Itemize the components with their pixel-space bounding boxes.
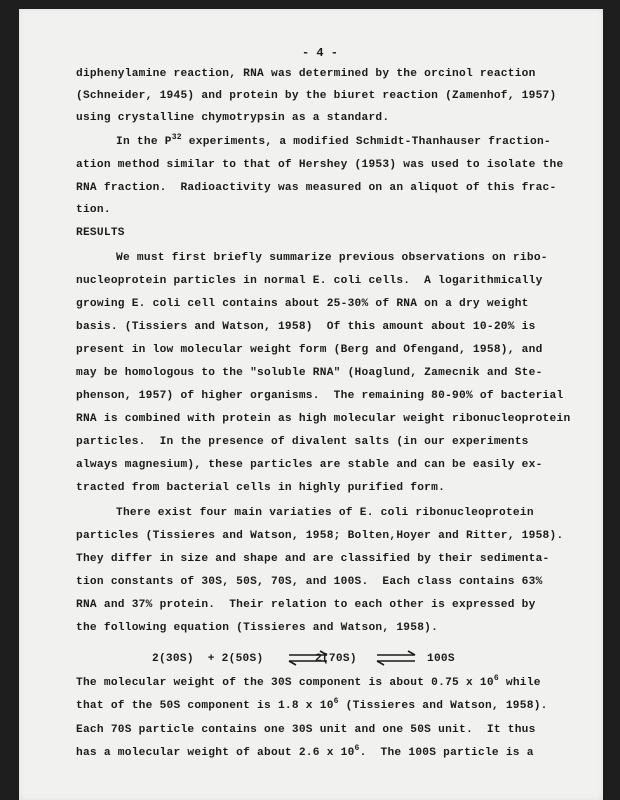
equilibrium-arrow-icon <box>373 649 419 667</box>
text-line: present in low molecular weight form (Berg and Ofengand, 1958), and <box>76 344 543 356</box>
text-line: using crystalline chymotrypsin as a standard. <box>76 112 390 124</box>
text-line: diphenylamine reaction, RNA was determined by the orcinol reaction <box>76 68 536 80</box>
text-line: phenson, 1957) of higher organisms. The remaining 80-90% of bacterial <box>76 390 564 402</box>
text-line: In the $P^{32}$ experiments, a modified Schmidt-Thanhauser fraction- <box>116 133 551 148</box>
text-line: basis. (Tissiers and Watson, 1958) Of this amount about 10-20% is <box>76 321 536 333</box>
text-line: tion. <box>76 204 111 216</box>
equation-left: 2(30S) + 2(50S) <box>152 653 264 665</box>
text-line: Each 70S particle contains one 30S unit and one 50S unit. It thus <box>76 724 536 736</box>
text-line: always magnesium), these particles are stable and can be easily ex- <box>76 459 543 471</box>
section-heading-results: RESULTS <box>76 227 125 239</box>
text-line: There exist four main variaties of E. coli ribonucleoprotein <box>116 507 534 519</box>
text-line: tion constants of 30S, 50S, 70S, and 100S. Each class contains 63% <box>76 576 543 588</box>
text-line: (Schneider, 1945) and protein by the biuret reaction (Zamenhof, 1957) <box>76 90 557 102</box>
text-line: The molecular weight of the 30S component is about 0.75 x $10^6$ while <box>76 674 541 689</box>
text-line: ation method similar to that of Hershey (1953) was used to isolate the <box>76 159 564 171</box>
text-line: growing E. coli cell contains about 25-30% of RNA on a dry weight <box>76 298 529 310</box>
text-line: particles. In the presence of divalent salts (in our experiments <box>76 436 529 448</box>
equation-right: 100S <box>427 653 455 665</box>
scan-border-left <box>0 0 19 800</box>
text-line: We must first briefly summarize previous observations on ribo- <box>116 252 548 264</box>
text-line: the following equation (Tissieres and Watson, 1958). <box>76 622 439 634</box>
page-number: - 4 - <box>302 46 339 60</box>
text-line: that of the 50S component is 1.8 x $10^6$ (Tissieres and Watson, 1958). <box>76 697 548 712</box>
text-line: tracted from bacterial cells in highly purified form. <box>76 482 446 494</box>
equation-middle: 2(70S) <box>315 653 357 665</box>
text-line: may be homologous to the "soluble RNA" (Hoaglund, Zamecnik and Ste- <box>76 367 543 379</box>
scan-border-top <box>0 0 620 9</box>
text-line: RNA and 37% protein. Their relation to each other is expressed by <box>76 599 536 611</box>
scan-border-right <box>603 0 620 800</box>
text-line: nucleoprotein particles in normal E. coli cells. A logarithmically <box>76 275 543 287</box>
text-line: RNA fraction. Radioactivity was measured on an aliquot of this frac- <box>76 182 557 194</box>
text-line: They differ in size and shape and are classified by their sedimenta- <box>76 553 550 565</box>
document-page <box>19 9 603 800</box>
text-line: has a molecular weight of about 2.6 x $10^6$. The 100S particle is a <box>76 744 534 759</box>
text-line: RNA is combined with protein as high molecular weight ribonucleoprotein <box>76 413 571 425</box>
text-line: particles (Tissieres and Watson, 1958; Bolten,Hoyer and Ritter, 1958). <box>76 530 564 542</box>
